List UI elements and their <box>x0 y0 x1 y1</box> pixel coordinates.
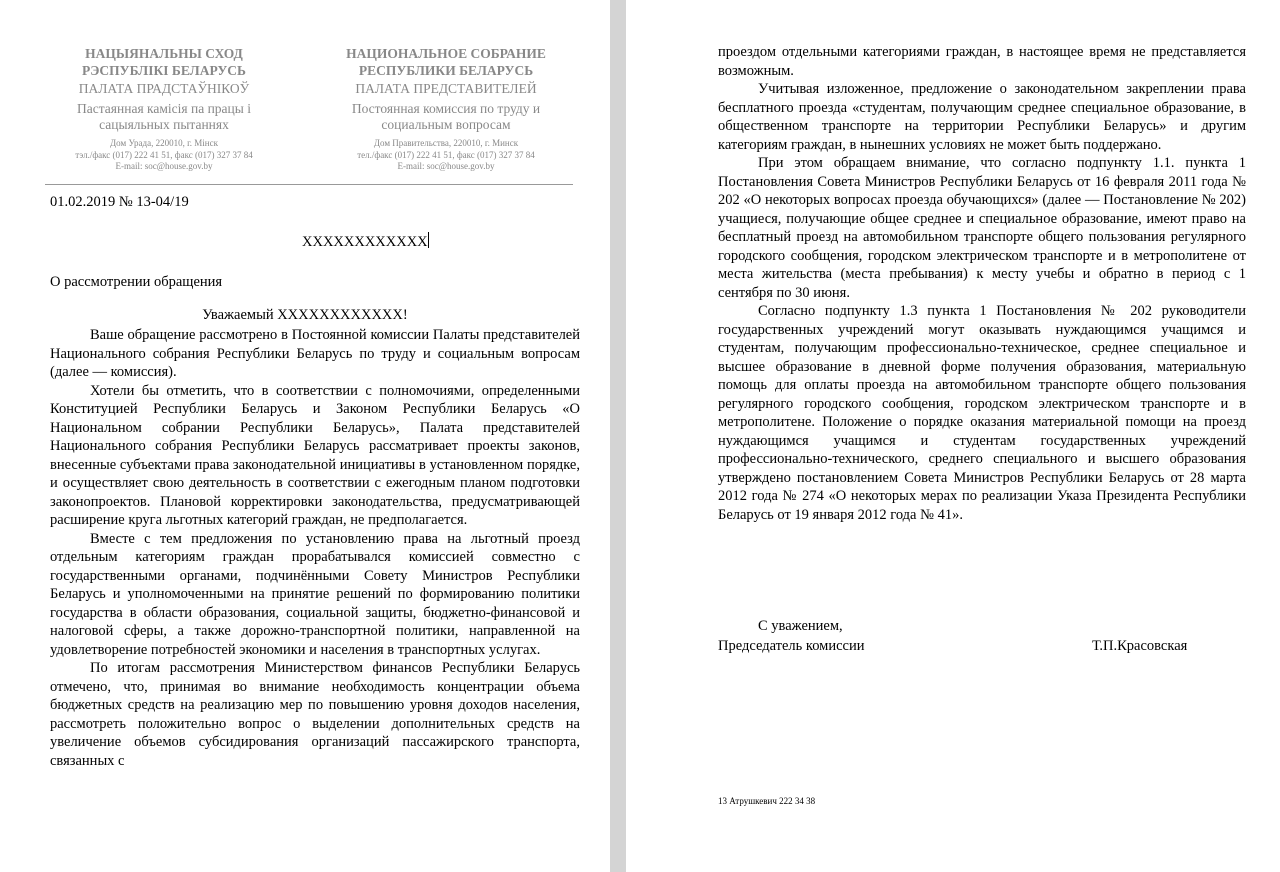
document-page-2 <box>626 0 1280 872</box>
committee-name-be: Пастаянная камісія па працы і сацыяльных пытаннях <box>77 101 251 132</box>
signer-name: Т.П.Красовская <box>1092 638 1188 654</box>
paragraph: Хотели бы отметить, что в соответствии с полномочиями, определенными Конституцией Республики Беларусь и Законом Республики Беларусь «О Национальном собрании Республики Беларусь», Палата представителей Национального собрания Республики Беларусь рассматривает проекты законов, внесенные субъектами права законодательной инициативы в установленном порядке, и осуществляет свою деятельность в соответствии с ежегодным планом подготовки законопроектов. Плановой корректировки законодательства, предусматривающей расширение круга льготных категорий граждан, не предполагается. <box>50 382 580 528</box>
phone-ru: тел./факс (017) 222 41 51, факс (017) 327 37 84 <box>357 149 535 160</box>
paragraph: Вместе с тем предложения по установлению права на льготный проезд отдельным категориям граждан прорабатывался комиссией совместно с государственными органами, подчинёнными Совету Министров Республики Беларусь и уполномоченными на принятие решений по формированию политики государства в области образования, социальной защиты, бюджетно-финансовой и налоговой сферы, а также дорожно-транспортной политики, направленной на удовлетворение потребностей экономики и населения в транспортных услугах. <box>50 530 580 658</box>
letterhead-belarusian <box>44 45 284 173</box>
letterhead-russian <box>326 45 566 173</box>
paragraph: Ваше обращение рассмотрено в Постоянной комиссии Палаты представителей Национального собрания Республики Беларусь по труду и социальным вопросам (далее — комиссия). <box>50 327 580 380</box>
paragraph: Учитывая изложенное, предложение о законодательном закреплении права бесплатного проезда «студентам, получающим среднее специальное образование, в общественном транспорте на территории Республики Беларусь» и другим категориям граждан, в нынешних условиях не может быть поддержано. <box>718 81 1246 153</box>
phone-be: тэл./факс (017) 222 41 51, факс (017) 327 37 84 <box>75 149 253 160</box>
paragraph: По итогам рассмотрения Министерством финансов Республики Беларусь отмечено, что, принимая во внимание необходимость концентрации объема бюджетных средств на реализацию мер по повышению уровня доходов населения, рассмотреть положительно вопрос о выделении дополнительных средств на увеличение объемов субсидирования организаций пассажирского транспорта, связанных с <box>50 660 580 769</box>
chamber-name-be: ПАЛАТА ПРАДСТАЎНІКОЎ <box>78 81 250 96</box>
address-ru: Дом Правительства, 220010, г. Минск <box>373 138 519 148</box>
paragraph: проездом отдельными категориями граждан, в настоящее время не представляется возможным. <box>718 44 1246 79</box>
signer-position: Председатель комиссии <box>718 638 865 654</box>
page1-body <box>50 326 580 770</box>
document-page-1 <box>0 0 610 872</box>
salutation: Уважаемый ХХХХХХХХХХХХ! <box>202 307 408 323</box>
chamber-name-ru: ПАЛАТА ПРЕДСТАВИТЕЛЕЙ <box>355 81 537 96</box>
text-cursor <box>428 232 429 248</box>
date-number: 01.02.2019 № 13-04/19 <box>50 194 189 210</box>
paragraph: При этом обращаем внимание, что согласно подпункту 1.1. пункта 1 Постановления Совета Министров Республики Беларусь от 16 февраля 2011 года № 202 «О некоторых вопросах проезда обучающихся» (далее — Постановление № 202) учащиеся, получающие общее среднее и специальное образование, имеют право на бесплатный проезд на автомобильном транспорте общего пользования регулярного городского сообщения, городском электрическом транспорте и в метрополитене от места жительства (места пребывания) к месту учебы и обратно в период с 1 сентября по 30 июня. <box>718 155 1246 301</box>
paragraph: Согласно подпункту 1.3 пункта 1 Постановления № 202 руководители государственных учреждений могут оказывать нуждающимся учащимся и студентам, получающим профессионально-техническое, среднее специальное и высшее образование в дневной форме получения образования, материальную помощь для оплаты проезда на автомобильном транспорте общего пользования регулярного городского сообщения, городском электрическом транспорте и в метрополитене. Положение о порядке оказания материальной помощи на проезд нуждающимся учащимся и студентам государственных учреждений профессионально-технического, среднего специального и высшего образования утверждено постановлением Совета Министров Республики Беларусь от 28 марта 2012 года № 274 «О некоторых мерах по реализации Указа Президента Республики Беларусь от 19 января 2012 года № 41». <box>718 303 1246 523</box>
closing-regards: С уважением, <box>758 618 843 634</box>
address-be: Дом Урада, 220010, г. Мінск <box>110 138 218 148</box>
subject: О рассмотрении обращения <box>50 274 223 290</box>
org-name-be: НАЦЫЯНАЛЬНЫ СХОД РЭСПУБЛІКІ БЕЛАРУСЬ <box>82 46 246 78</box>
email-be: E-mail: soc@house.gov.by <box>115 161 213 171</box>
email-ru: E-mail: soc@house.gov.by <box>397 161 495 171</box>
addressee-line[interactable] <box>302 232 429 252</box>
letterhead-divider <box>45 184 573 185</box>
addressee: ХХХХХХХХХХХХ <box>302 234 428 250</box>
committee-name-ru: Постоянная комиссия по труду и социальным вопросам <box>351 101 541 132</box>
page2-body <box>718 43 1246 524</box>
org-name-ru: НАЦИОНАЛЬНОЕ СОБРАНИЕ РЕСПУБЛИКИ БЕЛАРУСЬ <box>346 46 546 78</box>
executor-footnote: 13 Атрушкевич 222 34 38 <box>718 796 816 806</box>
